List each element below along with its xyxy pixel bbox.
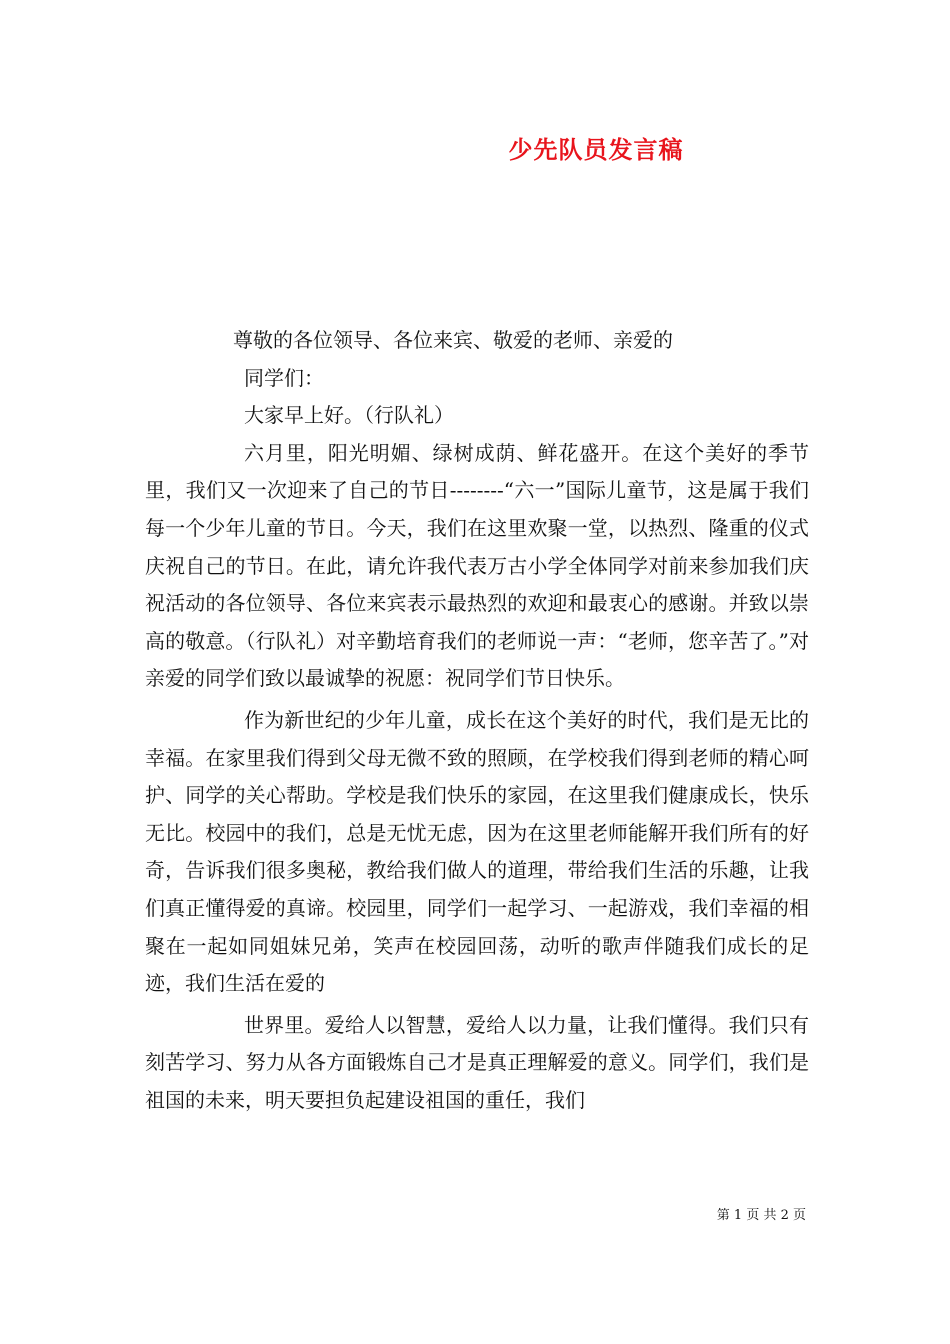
paragraph: 世界里。爱给人以智慧，爱给人以力量，让我们懂得。我们只有刻苦学习、努力从各方面锻炼自己才是真正理解爱的意义。同学们，我们是祖国的未来，明天要担负起建设祖国的重任，我们 [145,1012,809,1112]
page-footer: 第 1 页 共 2 页 [716,1208,806,1223]
paragraph: 作为新世纪的少年儿童，成长在这个美好的时代，我们是无比的幸福。在家里我们得到父母无微不致的照顾，在学校我们得到老师的精心呵护、同学的关心帮助。学校是我们快乐的家园，在这里我们健康成长，快乐无比。校园中的我们，总是无忧无虑，因为在这里老师能解开我们所有的好奇，告诉我们很多奥秘，教给我们做人的道理，带给我们生活的乐趣，让我们真正懂得爱的真谛。校园里，同学们一起学习、一起游戏，我们幸福的相聚在一起如同姐妹兄弟，笑声在校园回荡，动听的歌声伴随我们成长的足迹，我们生活在爱的 [145,707,809,996]
document-title: 少先队员发言稿 [508,135,684,164]
salutation-line-2: 同学们： [244,365,324,390]
paragraph: 六月里，阳光明媚、绿树成荫、鲜花盛开。在这个美好的季节里，我们又一次迎来了自己的节日--------“六一”国际儿童节，这是属于我们每一个少年儿童的节日。今天，我们在这里欢聚一堂，以热烈、隆重的仪式庆祝自己的节日。在此，请允许我代表万古小学全体同学对前来参加我们庆祝活动的各位领导、各位来宾表示最热烈的欢迎和最衷心的感谢。并致以崇高的敬意。（行队礼）对辛勤培育我们的老师说一声：“老师，您辛苦了。”对亲爱的同学们致以最诚挚的祝愿：祝同学们节日快乐。 [145,440,809,691]
salutation-line-1: 尊敬的各位领导、各位来宾、敬爱的老师、亲爱的 [233,328,673,352]
greeting: 大家早上好。（行队礼） [244,403,454,428]
document-body [145,322,809,1119]
